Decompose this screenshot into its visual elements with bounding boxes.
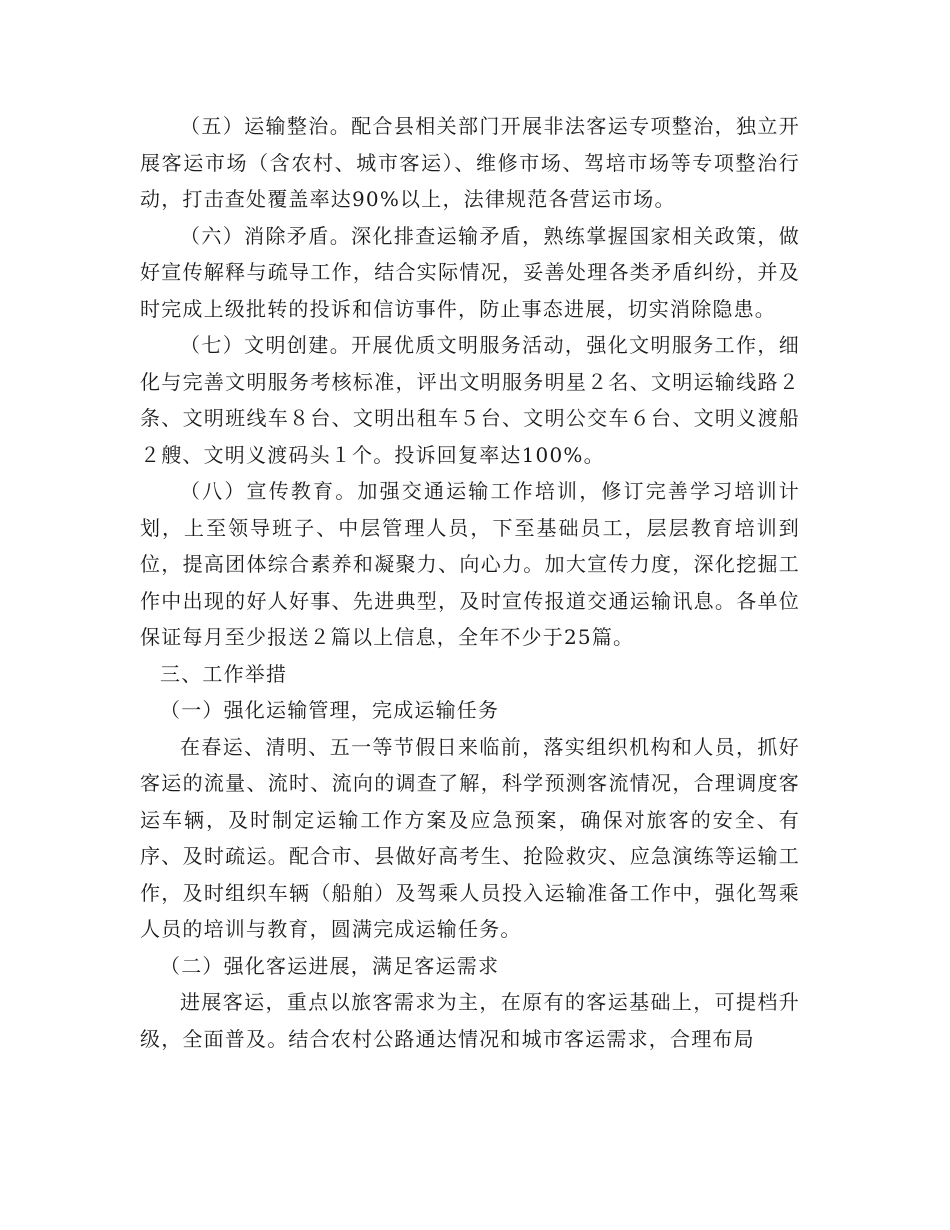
paragraph-passenger-development: 进展客运，重点以旅客需求为主，在原有的客运基础上，可提档升级，全面普及。结合农村公路通达情况和城市客运需求，合理布局: [140, 990, 800, 1051]
paragraph-transport-rectification: （五）运输整治。配合县相关部门开展非法客运专项整治，独立开展客运市场（含农村、城市客运）、维修市场、驾培市场等专项整治行动，打击查处覆盖率达90%以上，法律规范各营运市场。: [140, 114, 800, 211]
paragraph-resolve-conflicts: （六）消除矛盾。深化排查运输矛盾，熟练掌握国家相关政策，做好宣传解释与疏导工作，结合实际情况，妥善处理各类矛盾纠纷，并及时完成上级批转的投诉和信访事件，防止事态进展，切实消除隐患。: [140, 223, 800, 321]
section-heading-work-measures: 三、工作举措: [160, 661, 288, 686]
paragraph-civility-building: （七）文明创建。开展优质文明服务活动，强化文明服务工作，细化与完善文明服务考核标准，评出文明服务明星２名、文明运输线路２条、文明班线车８台、文明出租车５台、文明公交车６台、文明义渡船２艘、文明义渡码头１个。投诉回复率达100%。: [140, 333, 800, 467]
paragraph-transport-management: 在春运、清明、五一等节假日来临前，落实组织机构和人员，抓好客运的流量、流时、流向的调查了解，科学预测客流情况，合理调度客运车辆，及时制定运输工作方案及应急预案，确保对旅客的安全、有序、及时疏运。配合市、县做好高考生、抢险救灾、应急演练等运输工作，及时组织车辆（船舶）及驾乘人员投入运输准备工作中，强化驾乘人员的培训与教育，圆满完成运输任务。: [140, 734, 800, 941]
subheading-passenger-development: （二）强化客运进展，满足客运需求: [160, 953, 500, 978]
paragraph-publicity-education: （八）宣传教育。加强交通运输工作培训，修订完善学习培训计划，上至领导班子、中层管理人员，下至基础员工，层层教育培训到位，提高团体综合素养和凝聚力、向心力。加大宣传力度，深化挖掘工作中出现的好人好事、先进典型，及时宣传报道交通运输讯息。各单位保证每月至少报送２篇以上信息，全年不少于25篇。: [140, 479, 800, 649]
document-page: [140, 108, 800, 1057]
subheading-transport-management: （一）强化运输管理，完成运输任务: [160, 698, 500, 722]
